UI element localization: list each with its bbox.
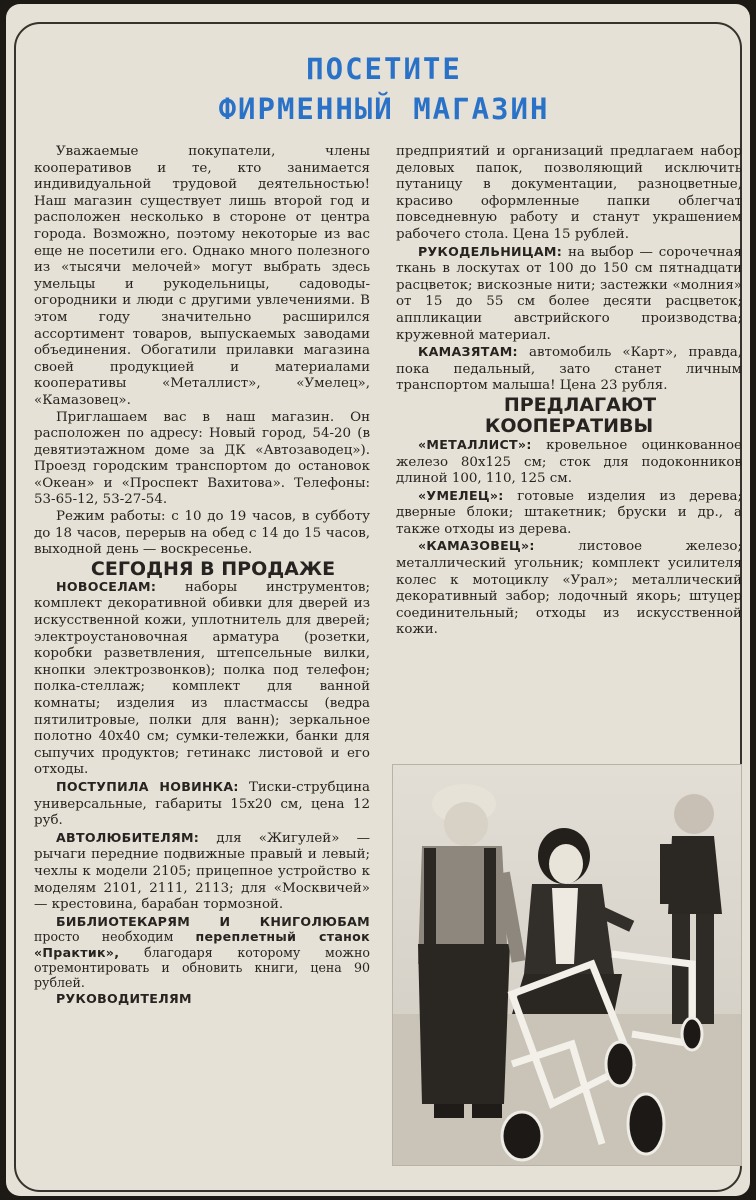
coop-text: листовое железо; металлический угольник; комплект усилителя колес к мотоциклу «Урал»; металлический декоративный забор; лодочный якорь; штуцер соединительный; отходы из искусственной кожи. (396, 539, 742, 638)
item-text: Тиски-струбцина универсальные, габариты 15х20 см, цена 12 руб. (34, 779, 370, 829)
item-kamazyatam (396, 344, 742, 395)
item-label: АВТОЛЮБИТЕЛЯМ: (56, 829, 200, 845)
item-lead: просто необходим (34, 929, 174, 945)
item-text: благодаря которому можно отремонтировать и обновить книги, цена 90 рублей. (34, 944, 370, 991)
coop-text: кровельное оцинкованное железо 80х125 см; сток для подоконников длиной 100, 110, 125 см. (396, 437, 742, 487)
item-bibliotekaryam (34, 914, 370, 991)
item-label: РУКОВОДИТЕЛЯМ (56, 990, 192, 1006)
section-heading-coops-line-2: КООПЕРАТИВЫ (484, 414, 654, 437)
address-paragraph: Приглашаем вас в наш магазин. Он расположен по адресу: Новый город, 54-20 (в девятиэтажном доме за ДК «Автозаводец»). Проезд городским транспортом до остановок «Океан» и «Проспект Вахитова». Телефоны: 53-65-12, 53-27-54. (34, 409, 370, 508)
newspaper-page (6, 4, 750, 1196)
item-avtolyubitelyam (34, 830, 370, 914)
intro-paragraph: Уважаемые покупатели, члены кооперативов и те, кто занимается индивидуальной трудовой деятельностью! Наш магазин существует лишь второй год и расположен несколько в стороне от центра города. Возможно, поэтому некоторые из вас еще не посетили его. Однако много полезного из «тысячи мелочей» могут выбрать здесь умельцы и рукодельницы, садоводы-огородники и люди с другими увлечениями. В этом году значительно расширился ассортимент товаров, выпускаемых заводами объединения. Обогатили прилавки магазина своей продукцией и материалами кооперативы «Металлист», «Умелец», «Камазовец». (34, 144, 370, 408)
coop-text: готовые изделия из дерева; дверные блоки; штакетник; бруски и др., а также отходы из дерева. (396, 488, 742, 537)
item-product-name: переплетный станок «Практик», (34, 929, 370, 960)
item-rukodelnitsam (396, 244, 742, 345)
item-text: автомобиль «Карт», правда, пока педальный, зато станет личным транспортом малыша! Цена 23 рубля. (396, 345, 742, 394)
coop-umelets (396, 488, 742, 539)
item-label: РУКОДЕЛЬНИЦАМ: (418, 243, 563, 259)
headline-line-2: ФИРМЕННЫЙ МАГАЗИН (218, 92, 550, 126)
item-text: на выбор — сорочечная ткань в лоскутах от 100 до 150 см пятнадцати расцветок; вискозные нити; застежки «молния» от 15 до 55 см более десяти расцветок; аппликации австрийского производства; кружевной материал. (396, 244, 742, 343)
coop-label: «УМЕЛЕЦ»: (418, 487, 504, 503)
right-column (396, 144, 742, 639)
item-label: КАМАЗЯТАМ: (418, 344, 518, 360)
item-text: наборы инструментов; комплект декоративной обивки для дверей из искусственной кожи, уплотнитель для дверей; электроустановочная арматура (розетки, коробки разветвления, штепсельные вилки, кнопки электрозвонков); полка под телефон; полка-стеллаж; комплект для ванной комнаты; изделия из пластмассы (ведра пятилитровые, полки для ванн); зеркальное полотно 40х40 см; сумки-тележки, банки для сыпучих продуктов; гетинакс листовой и его отходы. (34, 579, 370, 778)
item-text: для «Жигулей» — рычаги передние подвижные правый и левый; чехлы к модели 2105; прицепное устройство к моделям 2101, 2111, 2113; для «Москвичей» — крестовина, барабан тормозной. (34, 830, 370, 913)
item-label: БИБЛИОТЕКАРЯМ И КНИГОЛЮБАМ (56, 913, 370, 929)
item-rukovoditelyam-text: предприятий и организаций предлагаем набор деловых папок, позволяющий исключить путаницу в документации, разноцветные, красиво оформленные папки облегчат повседневную работу и станут украшением рабочего стола. Цена 15 рублей. (396, 144, 742, 242)
photo-children-with-karts (392, 764, 742, 1166)
section-heading-coops-line-1: ПРЕДЛАГАЮТ (503, 393, 657, 416)
item-novinka (34, 779, 370, 830)
coop-metallist (396, 437, 742, 488)
photo-illustration (392, 764, 742, 1166)
item-label: ПОСТУПИЛА НОВИНКА: (56, 778, 239, 794)
hours-paragraph: Режим работы: с 10 до 19 часов, в субботу до 18 часов, перерыв на обед с 14 до 15 часов, выходной день — воскресенье. (34, 509, 370, 558)
left-column (34, 144, 370, 1008)
section-heading-coops (396, 395, 742, 437)
coop-kamazovets (396, 538, 742, 639)
section-heading-today: СЕГОДНЯ В ПРОДАЖЕ (90, 557, 336, 580)
coop-label: «КАМАЗОВЕЦ»: (418, 538, 535, 554)
item-label: НОВОСЕЛАМ: (56, 578, 157, 594)
item-novoselam (34, 579, 370, 779)
headline-line-1: ПОСЕТИТЕ (306, 52, 462, 86)
item-rukovoditelyam-label (34, 991, 370, 1009)
coop-label: «МЕТАЛЛИСТ»: (418, 436, 532, 452)
